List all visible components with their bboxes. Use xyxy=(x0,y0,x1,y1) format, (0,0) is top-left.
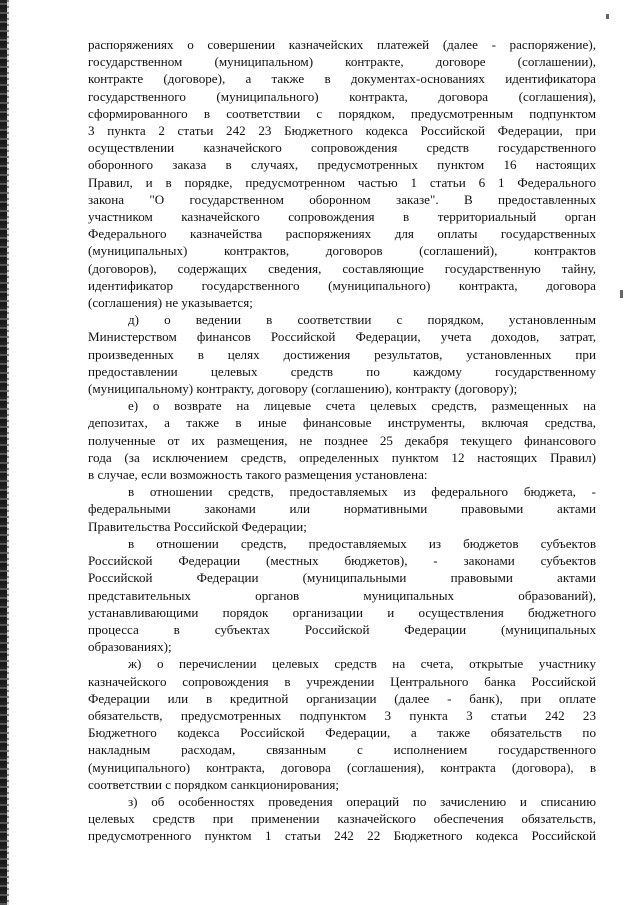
paragraph-federal xyxy=(88,483,596,535)
text-line: целевых средств при применении казначейского обеспечения обязательств, xyxy=(88,811,596,827)
text-line: е) о возврате на лицевые счета целевых средств, размещенных на xyxy=(128,398,596,414)
text-line: (соглашения) не указывается; xyxy=(88,295,253,311)
text-line: Правил, и в порядке, предусмотренном частью 1 статьи 6 1 Федерального xyxy=(88,174,596,190)
text-line: д) о ведении в соответствии с порядком, установленным xyxy=(128,312,596,328)
text-line: казначейского сопровождения в учреждении Центрального банка Российской xyxy=(88,673,596,689)
text-line: в отношении средств, предоставляемых из бюджетов субъектов xyxy=(128,535,596,551)
text-line: 3 пункта 2 статьи 242 23 Бюджетного кодекса Российской Федерации, при xyxy=(88,123,596,139)
text-line: Федерального казначейства распоряжениях для оплаты государственных xyxy=(88,226,596,242)
text-line: в случае, если возможность такого размещения установлена: xyxy=(88,467,428,483)
text-line: накладным расходам, связанным с исполнением государственного xyxy=(88,742,596,758)
text-line: участником казначейского сопровождения в территориальный орган xyxy=(88,209,596,225)
text-line: распоряжениях о совершении казначейских платежей (далее - распоряжение), xyxy=(88,37,596,52)
text-line: (муниципального) контракта, договора (соглашения), контракта (договора), в xyxy=(88,759,596,775)
text-line: Бюджетного кодекса Российской Федерации, а также обязательств по xyxy=(88,725,596,741)
text-line: года (за исключением средств, определенных пунктом 12 настоящих Правил) xyxy=(88,449,596,465)
scan-binding-edge xyxy=(0,0,7,905)
paragraph-zh xyxy=(88,655,596,793)
text-line: закона "О государственном оборонном заказе". В предоставленных xyxy=(88,191,596,207)
text-line: (муниципальных) контрактов, договоров (соглашений), контрактов xyxy=(88,243,596,259)
paragraph-d xyxy=(88,311,596,397)
paragraph-continuation xyxy=(88,36,596,311)
text-line: депозитах, а также в иные финансовые инструменты, включая средства, xyxy=(88,415,596,431)
text-line: з) об особенностях проведения операций по зачислению и списанию xyxy=(128,793,596,809)
text-line: идентификатор государственного (муниципального) контракта, договора xyxy=(88,277,596,293)
text-line: Российской Федерации (муниципальными правовыми актами xyxy=(88,570,596,586)
text-line: оборонного заказа в случаях, предусмотренных пунктом 16 настоящих xyxy=(88,157,596,173)
text-line: полученные от их размещения, не позднее 25 декабря текущего финансового xyxy=(88,432,596,448)
text-line: (муниципальному) контракту, договору (соглашению), контракту (договору); xyxy=(88,381,518,397)
text-line: сформированного в соответствии с порядком, предусмотренным подпунктом xyxy=(88,105,596,121)
text-line: процесса в субъектах Российской Федерации (муниципальных xyxy=(88,621,596,637)
text-line: ж) о перечислении целевых средств на счета, открытые участнику xyxy=(128,656,596,672)
paragraph-regional xyxy=(88,535,596,655)
text-line: Правительства Российской Федерации; xyxy=(88,518,307,534)
scan-binding-shadow xyxy=(7,0,9,905)
text-line: произведенных в целях достижения результатов, установленных при xyxy=(88,346,596,362)
text-line: Министерством финансов Российской Федерации, учета доходов, затрат, xyxy=(88,329,596,345)
text-line: предусмотренного пунктом 1 статьи 242 22 Бюджетного кодекса Российской xyxy=(88,828,596,844)
scan-speck-right xyxy=(620,290,623,298)
text-line: соответствии с порядком санкционирования; xyxy=(88,776,339,792)
text-line: Федерации или в кредитной организации (далее - банк), при оплате xyxy=(88,690,596,706)
text-line: федеральными законами или нормативными правовыми актами xyxy=(88,501,596,517)
paragraph-z xyxy=(88,793,596,845)
text-line: устанавливающими порядок организации и осуществления бюджетного xyxy=(88,604,596,620)
text-line: контракте (договоре), а также в документах-основаниях идентификатора xyxy=(88,71,596,87)
paragraph-e xyxy=(88,397,596,483)
scan-speck-top-right xyxy=(606,14,609,19)
document-page xyxy=(88,36,596,845)
text-line: (договоров), содержащих сведения, составляющие государственную тайну, xyxy=(88,260,596,276)
text-line: государственного (муниципального) контракта, договора (соглашения), xyxy=(88,88,596,104)
text-line: обязательств, предусмотренных подпунктом 3 пункта 3 статьи 242 23 xyxy=(88,707,596,723)
text-line: предоставлении целевых средств по каждому государственному xyxy=(88,363,596,379)
text-line: осуществлении казначейского сопровождения средств государственного xyxy=(88,140,596,156)
text-line: государственном (муниципальном) контракте, договоре (соглашении), xyxy=(88,54,596,70)
text-line: в отношении средств, предоставляемых из федерального бюджета, - xyxy=(128,484,596,500)
text-line: представительных органов муниципальных образований), xyxy=(88,587,596,603)
text-line: образованиях); xyxy=(88,639,172,655)
text-line: Российской Федерации (местных бюджетов), - законами субъектов xyxy=(88,553,596,569)
